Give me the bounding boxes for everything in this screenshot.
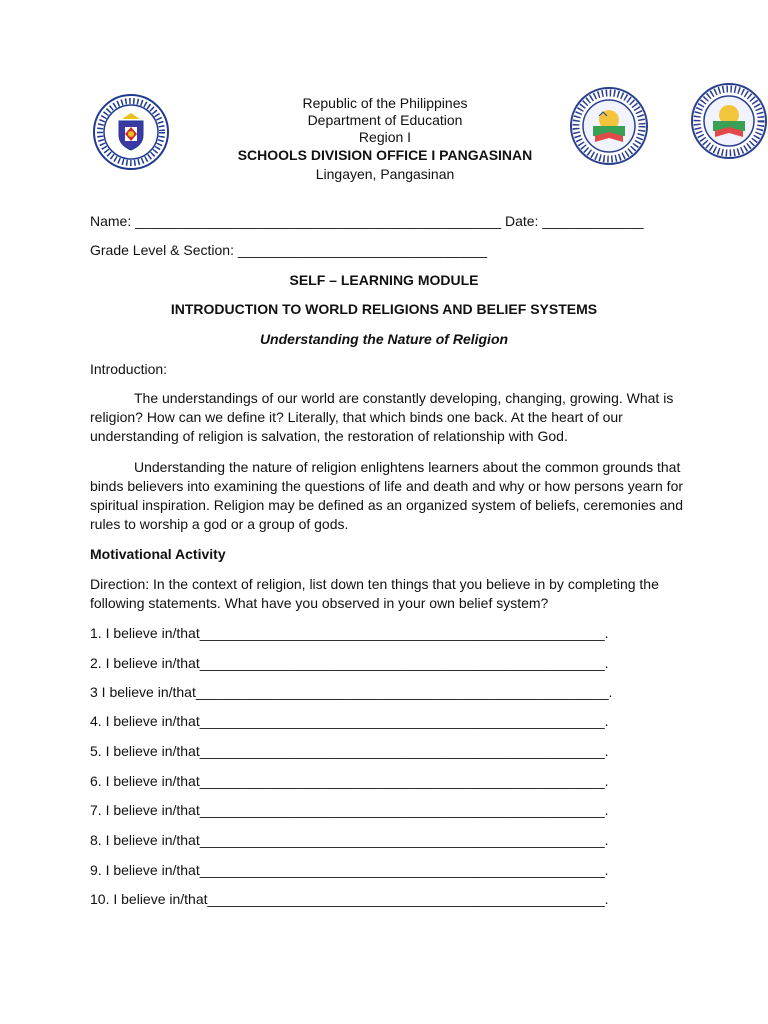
name-date-line[interactable]: Name: _______________________________________________ Date: _____________ bbox=[90, 213, 644, 229]
module-subject: INTRODUCTION TO WORLD RELIGIONS AND BELIEF SYSTEMS bbox=[170, 301, 598, 317]
intro-paragraph-1-text: The understandings of our world are constantly developing, changing, growing. What is religion? How can we define it? Literally, that which binds one back. At the heart of our understanding of religion is salvation, the restoration of relationship with God. bbox=[90, 390, 674, 444]
header-location: Lingayen, Pangasinan bbox=[315, 166, 455, 182]
introduction-heading: Introduction: bbox=[90, 361, 168, 377]
belief-statement-10[interactable]: 10. I believe in/that___________________________________________________. bbox=[90, 891, 609, 907]
activity-direction-text: Direction: In the context of religion, list down ten things that you believe in by completing the following statements. What have you observed in your own belief system? bbox=[90, 576, 659, 611]
header-region: Region I bbox=[358, 129, 412, 145]
sdo-seal-logo bbox=[569, 86, 649, 166]
belief-statement-6[interactable]: 6. I believe in/that____________________________________________________. bbox=[90, 773, 609, 789]
header-division-office: SCHOOLS DIVISION OFFICE I PANGASINAN bbox=[237, 147, 533, 163]
sdo-seal-logo-duplicate bbox=[690, 82, 768, 160]
activity-heading: Motivational Activity bbox=[90, 546, 226, 562]
belief-statement-9[interactable]: 9. I believe in/that____________________________________________________. bbox=[90, 862, 609, 878]
header-department: Department of Education bbox=[307, 112, 463, 128]
activity-direction bbox=[90, 575, 684, 613]
belief-statement-3[interactable]: 3 I believe in/that_____________________________________________________. bbox=[90, 684, 613, 700]
belief-statement-1[interactable]: 1. I believe in/that____________________________________________________. bbox=[90, 625, 609, 641]
lesson-title: Understanding the Nature of Religion bbox=[259, 331, 509, 347]
deped-seal-logo bbox=[92, 93, 170, 171]
intro-paragraph-1 bbox=[90, 389, 684, 446]
belief-statement-7[interactable]: 7. I believe in/that____________________________________________________. bbox=[90, 802, 609, 818]
belief-statement-8[interactable]: 8. I believe in/that____________________________________________________. bbox=[90, 832, 609, 848]
intro-paragraph-2-text: Understanding the nature of religion enlightens learners about the common grounds that binds believers into examining the questions of life and death and why or how persons yearn for spiritual inspiration. Religion may be defined as an organized system of beliefs, ceremonies and rules to worship a god or a group of gods. bbox=[90, 459, 684, 532]
belief-statement-5[interactable]: 5. I believe in/that____________________________________________________. bbox=[90, 743, 609, 759]
intro-paragraph-2 bbox=[90, 458, 684, 534]
header-republic: Republic of the Philippines bbox=[302, 95, 468, 111]
module-title: SELF – LEARNING MODULE bbox=[289, 272, 479, 288]
belief-statement-4[interactable]: 4. I believe in/that____________________________________________________. bbox=[90, 713, 609, 729]
belief-statement-2[interactable]: 2. I believe in/that____________________________________________________. bbox=[90, 655, 609, 671]
grade-section-line[interactable]: Grade Level & Section: ________________________________ bbox=[90, 242, 488, 258]
